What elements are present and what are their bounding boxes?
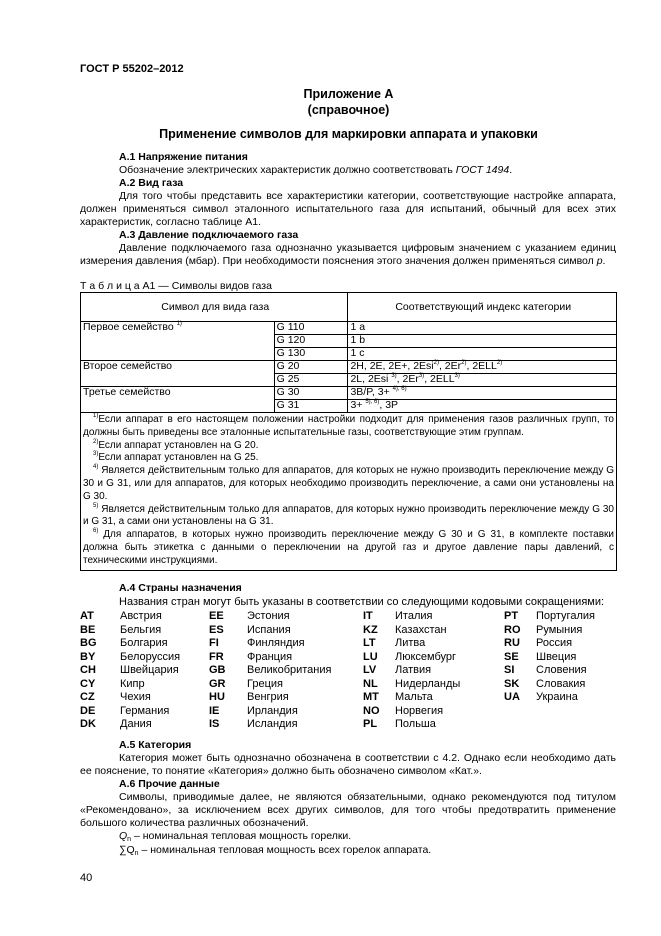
country-name: Эстония (247, 610, 290, 622)
country-code: LU (363, 650, 378, 663)
country-code: IS (209, 718, 220, 730)
note-text: Является действительным только для аппаратов, для которых не нужно производить переключение между G 30 и G 31, или для аппаратов, для которых необходимо производить переключение, а сами они установлены на G 30. (83, 465, 615, 502)
country-code: HU (209, 691, 225, 703)
country-code: MT (363, 691, 379, 703)
country-code: IE (209, 704, 220, 717)
country-row (363, 637, 460, 651)
section-a4-heading: А.4 Страны назначения (119, 582, 242, 594)
country-code: BE (80, 623, 96, 636)
country-name: Финляндия (247, 637, 305, 649)
q-symbol: Q (119, 830, 128, 842)
section-a5-heading: А.5 Категория (119, 739, 192, 751)
country-row (363, 705, 460, 719)
country-row (504, 610, 595, 624)
country-column-1 (80, 610, 180, 732)
country-name: Швейцария (120, 664, 179, 676)
country-name: Польша (395, 718, 436, 730)
country-row (209, 678, 331, 692)
country-row (504, 678, 595, 692)
country-row (209, 705, 331, 719)
country-code: GB (209, 664, 226, 676)
country-row (209, 651, 331, 665)
a3-text-before: Давление подключаемого газа однозначно указывается цифровым значением с указанием единиц измерения давления (мбар). При необходимости пояснения этого значения должен применяться символ (80, 242, 616, 268)
index-cell (348, 400, 617, 413)
note-mark: 3) (93, 451, 99, 458)
family-first-label: Первое семейство (83, 321, 174, 333)
family-first-note: 1) (176, 321, 182, 327)
country-row (80, 678, 180, 692)
country-code: KZ (363, 623, 378, 636)
sum-q-symbol: ∑Q (119, 844, 135, 856)
country-name: Венгрия (247, 691, 289, 703)
country-name: Литва (395, 637, 426, 649)
country-row (504, 664, 595, 678)
country-row (80, 610, 180, 624)
note-text: Является действительным только для аппаратов, для которых нужно производить переключение между G 30 и G 31, а сами они установлены на G 31. (83, 503, 614, 528)
country-column-4 (504, 610, 595, 705)
country-name: Италия (395, 610, 433, 622)
a1-reference: ГОСТ 1494 (455, 164, 510, 176)
country-row (209, 718, 331, 732)
country-code: IT (363, 610, 373, 622)
index-text: , 2ELL (466, 360, 497, 372)
country-name: Норвегия (395, 704, 444, 717)
sum-q-text: – номинальная тепловая мощность всех горелок аппарата. (138, 844, 432, 856)
country-code: FI (209, 637, 219, 649)
table-note (83, 504, 614, 530)
family-cell-second: Второе семейство (81, 361, 275, 387)
table-note (83, 440, 614, 453)
note-text: Если аппарат установлен на G 20. (98, 439, 259, 451)
section-a1-text (119, 164, 619, 177)
country-code: BY (80, 650, 96, 663)
sum-q-definition (119, 844, 431, 856)
note-mark: 2) (93, 438, 99, 445)
section-a6-text: Символы, приводимые далее, не являются обязательными, однако рекомендуются под титулом «Рекомендовано», за исключением всех других символов, для того чтобы предотвратить применение большого количества различных обозначений. (80, 791, 616, 830)
table-header-row (81, 293, 617, 322)
index-note: 2) (433, 360, 439, 366)
index-text: 3+ (350, 399, 366, 411)
note-mark: 1) (93, 413, 99, 419)
table-header-category-index: Соответствующий индекс категории (348, 293, 617, 322)
country-row (80, 691, 180, 705)
country-code: AT (80, 610, 94, 622)
index-note: 3) (391, 373, 397, 379)
country-code: PL (363, 718, 378, 730)
country-name: Португалия (536, 610, 595, 622)
a3-text-after: . (602, 255, 606, 268)
country-name: Испания (247, 623, 291, 636)
table-notes (81, 413, 617, 571)
table-note (83, 465, 614, 503)
country-name: Нидерланды (395, 677, 461, 690)
section-a3-text (80, 242, 616, 268)
index-note: 3) (418, 373, 425, 379)
gas-cell: G 110 (274, 322, 348, 335)
country-code: BG (80, 637, 97, 649)
country-code: RU (504, 637, 520, 649)
country-name: Швеция (536, 650, 577, 663)
index-note: 2) (496, 360, 503, 366)
country-row (80, 651, 180, 665)
index-text: , 3P (379, 399, 399, 411)
country-name: Кипр (120, 677, 145, 690)
table-note (83, 414, 614, 440)
country-code: NL (363, 677, 378, 690)
a1-text-before: Обозначение электрических характеристик должно соответствовать (119, 164, 456, 176)
country-row (363, 651, 460, 665)
index-note: 2) (461, 360, 467, 366)
country-row (209, 637, 331, 651)
index-text: , 2Er (438, 360, 462, 372)
country-name: Германия (120, 704, 170, 717)
document-header: ГОСТ Р 55202–2012 (80, 63, 184, 75)
country-name: Казахстан (395, 623, 447, 636)
index-text: , 2Er (396, 373, 419, 385)
country-name: Словакия (536, 677, 586, 690)
country-name: Великобритания (247, 664, 332, 676)
gas-cell: G 25 (274, 374, 348, 387)
country-row (209, 691, 331, 705)
gas-cell: G 30 (274, 387, 348, 400)
table-notes-row (81, 413, 617, 571)
country-row (363, 691, 460, 705)
index-note: 5), 6) (365, 399, 380, 405)
country-name: Болгария (120, 637, 168, 649)
country-name: Латвия (395, 664, 432, 676)
country-column-2 (209, 610, 331, 732)
section-a4-text: Названия стран могут быть указаны в соответствии со следующими кодовыми сокращениями: (119, 596, 605, 608)
sum-q-subscript: n (134, 850, 139, 857)
country-name: Франция (247, 650, 293, 663)
country-row (363, 610, 460, 624)
country-name: Греция (247, 677, 283, 690)
country-row (209, 624, 331, 638)
table-note (83, 529, 614, 567)
a3-symbol: p (596, 255, 603, 268)
table-caption: Т а б л и ц а А1 — Символы видов газа (80, 280, 272, 292)
country-code: EE (209, 610, 224, 622)
country-row (363, 678, 460, 692)
country-code: CH (80, 664, 96, 676)
gas-symbols-table (80, 292, 617, 571)
country-name: Белоруссия (120, 650, 181, 663)
table-header-gas-symbol: Символ для вида газа (81, 293, 348, 322)
country-code: ES (209, 623, 224, 636)
country-row (209, 610, 331, 624)
country-name: Словения (536, 664, 587, 676)
country-code: LT (363, 637, 376, 649)
table-note (83, 452, 614, 465)
country-row (80, 624, 180, 638)
country-name: Украина (536, 691, 578, 703)
section-a5-text: Категория может быть однозначно обозначена в соответствии с 4.2. Однако если необходимо дать ее пояснение, то понятие «Категория» должно быть обозначено символом «Кат.». (80, 752, 616, 778)
country-row (504, 637, 595, 651)
country-row (363, 664, 460, 678)
country-row (504, 624, 595, 638)
appendix-subtitle: (справочное) (307, 103, 390, 117)
country-code: SE (504, 650, 519, 663)
section-a6-heading: А.6 Прочие данные (119, 778, 220, 790)
country-row (80, 637, 180, 651)
note-text: Если аппарат установлен на G 25. (98, 452, 259, 464)
table-row (81, 322, 617, 335)
note-text: Если аппарат в его настоящем положении настройки подходит для применения газов различных групп, то должны быть приведены все эталонные испытательные газы, соответствующие этим группам. (83, 414, 614, 438)
section-a2-text: Для того чтобы представить все характеристики категории, соответствующие настройке аппарата, должен применяться символ эталонного испытательного газа для испытаний, обычный для всех этих характеристик, согласно таблице А1. (80, 190, 616, 229)
gas-cell: G 31 (274, 400, 348, 413)
country-row (209, 664, 331, 678)
country-code: DE (80, 704, 96, 717)
note-text: Для аппаратов, в которых нужно производить переключение между G 30 и G 31, в комплекте поставки должна быть этикетка с данными о переключении на другой газ и другое давление пары давлений, с техническими инструкциями. (83, 529, 615, 566)
country-code: LV (363, 664, 377, 676)
gas-cell: G 130 (274, 348, 348, 361)
section-a3-heading: А.3 Давление подключаемого газа (119, 229, 299, 241)
country-code: SK (504, 677, 520, 690)
table-row (81, 361, 617, 374)
gas-cell: G 120 (274, 335, 348, 348)
country-row (80, 718, 180, 732)
country-row (504, 651, 595, 665)
index-text: 2H, 2E, 2E+, 2Esi (350, 360, 434, 372)
country-code: NO (363, 704, 380, 717)
index-cell: 1 c (348, 348, 617, 361)
index-note: 4), 6) (392, 386, 407, 392)
country-name: Бельгия (120, 623, 162, 636)
country-code: SI (504, 664, 515, 676)
family-cell-first (81, 322, 275, 361)
q-text: – номинальная тепловая мощность горелки. (131, 830, 352, 842)
country-row (363, 718, 460, 732)
country-name: Мальта (395, 691, 433, 703)
note-mark: 6) (93, 528, 99, 535)
gas-cell: G 20 (274, 361, 348, 374)
country-name: Румыния (536, 623, 583, 636)
country-code: FR (209, 650, 224, 663)
note-mark: 4) (93, 464, 99, 471)
country-code: UA (504, 691, 520, 703)
country-name: Чехия (120, 691, 151, 703)
country-row (80, 705, 180, 719)
family-cell-third: Третье семейство (81, 387, 275, 413)
index-cell (348, 374, 617, 387)
country-row (363, 624, 460, 638)
country-column-3 (363, 610, 460, 732)
country-name: Россия (536, 637, 573, 649)
index-cell: 1 b (348, 335, 617, 348)
country-code: CZ (80, 691, 95, 703)
q-subscript: n (127, 836, 132, 843)
index-cell: 1 a (348, 322, 617, 335)
section-a1-heading: А.1 Напряжение питания (119, 151, 248, 163)
country-name: Люксембург (395, 650, 457, 663)
country-code: RO (504, 623, 521, 636)
country-code: DK (80, 718, 96, 730)
index-cell (348, 361, 617, 374)
index-text: , 2ELL (424, 373, 455, 385)
country-code: GR (209, 677, 226, 690)
index-text: 3B/P, 3+ (350, 386, 393, 398)
note-mark: 5) (93, 502, 99, 509)
a1-text-after: . (509, 164, 513, 176)
country-name: Ирландия (247, 704, 298, 717)
index-text: 2L, 2Esi (350, 373, 392, 385)
country-name: Австрия (120, 610, 162, 622)
country-row (80, 664, 180, 678)
country-code: PT (504, 610, 519, 622)
section-a2-heading: А.2 Вид газа (119, 177, 184, 189)
appendix-heading: Применение символов для маркировки аппарата и упаковки (159, 127, 538, 141)
q-definition (119, 830, 351, 842)
country-name: Исландия (247, 718, 298, 730)
country-code: CY (80, 677, 96, 690)
index-note: 3) (454, 373, 460, 379)
country-row (504, 691, 595, 705)
country-name: Дания (120, 718, 152, 730)
table-row (81, 387, 617, 400)
page-number: 40 (80, 872, 93, 884)
appendix-title: Приложение А (303, 87, 394, 101)
index-cell (348, 387, 617, 400)
